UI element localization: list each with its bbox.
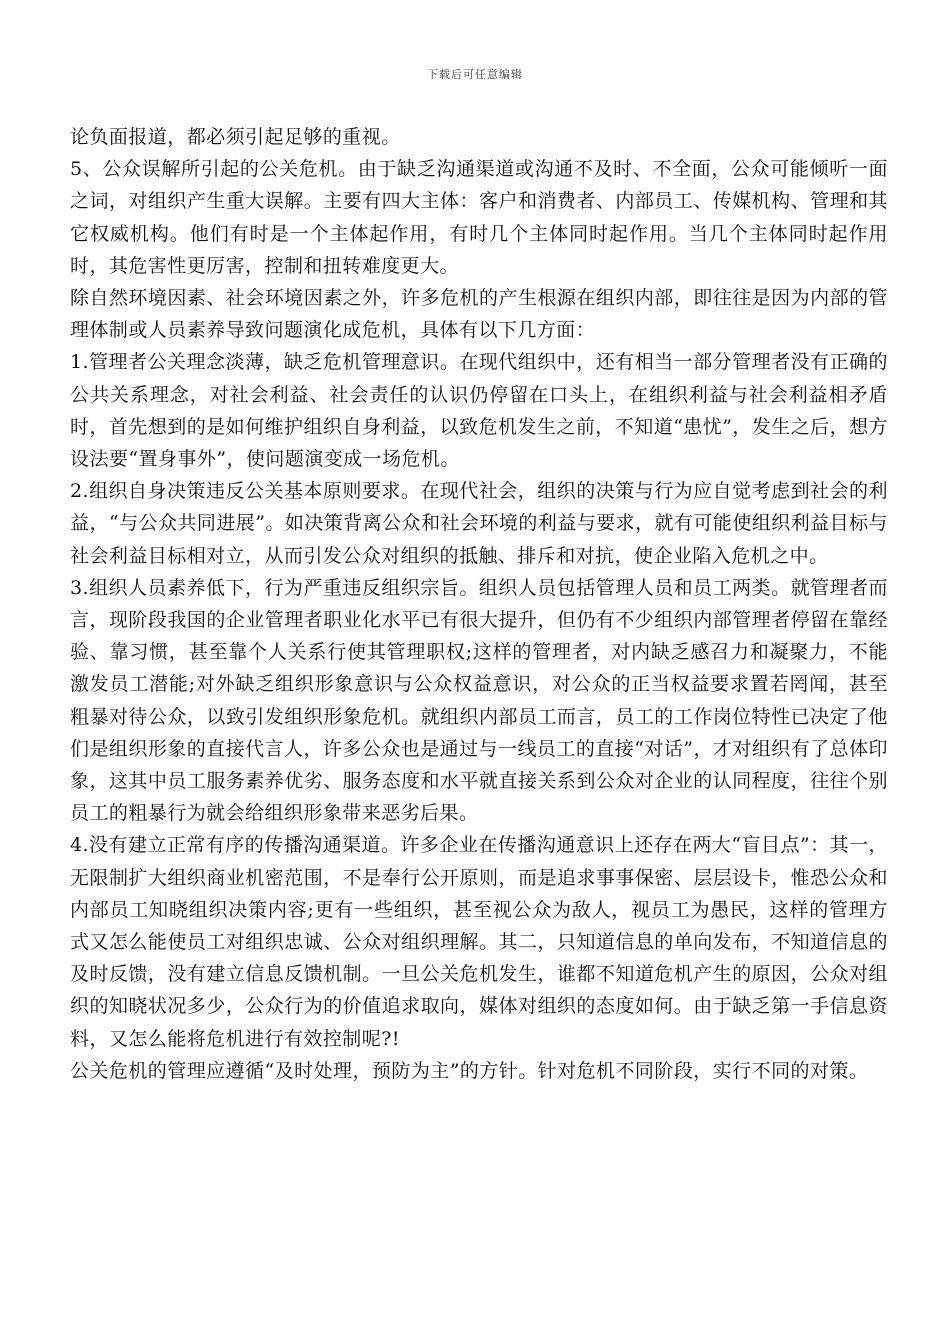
paragraph-item-3: 3.组织人员素养低下，行为严重违反组织宗旨。组织人员包括管理人员和员工两类。就管理者而言，现阶段我国的企业管理者职业化水平已有很大提升，但仍有不少组织内部管理者停留在靠经验、靠习惯，甚至靠个人关系行使其管理职权;这样的管理者，对内缺乏感召力和凝聚力，不能激发员工潜能;对外缺乏组织形象意识与公众权益意识，对公众的正当权益要求置若罔闻，甚至粗暴对待公众，以致引发组织形象危机。就组织内部员工而言，员工的工作岗位特性已决定了他们是组织形象的直接代言人，许多公众也是通过与一线员工的直接“对话”，才对组织有了总体印象，这其中员工服务素养优劣、服务态度和水平就直接关系到公众对企业的认同程度，往往个别员工的粗暴行为就会给组织形象带来恶劣后果。 bbox=[70, 576, 888, 825]
paragraph-management-principle: 公关危机的管理应遵循“及时处理，预防为主”的方针。针对危机不同阶段，实行不同的对策。 bbox=[70, 1059, 869, 1082]
paragraph-item-1: 1.管理者公关理念淡薄，缺乏危机管理意识。在现代组织中，还有相当一部分管理者没有正确的公共关系理念，对社会利益、社会责任的认识仍停留在口头上，在组织利益与社会利益相矛盾时，首先想到的是如何维护组织自身利益，以致危机发生之前，不知道“患忧”，发生之后，想方设法要“置身事外”，使问题演变成一场危机。 bbox=[70, 351, 888, 471]
paragraph-item-2: 2.组织自身决策违反公关基本原则要求。在现代社会，组织的决策与行为应自觉考虑到社会的利益，“与公众共同进展”。如决策背离公众和社会环境的利益与要求，就有可能使组织利益目标与社会利益目标相对立，从而引发公众对组织的抵触、排斥和对抗，使企业陷入危机之中。 bbox=[70, 480, 888, 567]
paragraph-internal-causes-intro: 除自然环境因素、社会环境因素之外，许多危机的产生根源在组织内部，即往往是因为内部的管理体制或人员素养导致问题演化成危机，具体有以下几方面： bbox=[70, 287, 888, 342]
document-body bbox=[70, 121, 888, 1087]
paragraph-continuation: 论负面报道，都必须引起足够的重视。 bbox=[70, 126, 401, 148]
page-header: 下载后可任意编辑 bbox=[427, 68, 523, 81]
paragraph-item-4: 4.没有建立正常有序的传播沟通渠道。许多企业在传播沟通意识上还存在两大“盲目点”：其一，无限制扩大组织商业机密范围，不是奉行公开原则，而是追求事事保密、层层设卡，惟恐公众和内部员工知晓组织决策内容;更有一些组织，甚至视公众为敌人，视员工为愚民，这样的管理方式又怎么能使员工对组织忠诚、公众对组织理解。其二，只知道信息的单向发布，不知道信息的及时反馈，没有建立信息反馈机制。一旦公关危机发生，谁都不知道危机产生的原因，公众对组织的知晓状况多少，公众行为的价值追求取向，媒体对组织的态度如何。由于缺乏第一手信息资料，又怎么能将危机进行有效控制呢?! bbox=[70, 834, 888, 1050]
paragraph-public-misunderstanding: 5、公众误解所引起的公关危机。由于缺乏沟通渠道或沟通不及时、不全面，公众可能倾听一面之词，对组织产生重大误解。主要有四大主体：客户和消费者、内部员工、传媒机构、管理和其它权威机构。他们有时是一个主体起作用，有时几个主体同时起作用。当几个主体同时起作用时，其危害性更厉害，控制和扭转难度更大。 bbox=[70, 158, 888, 277]
